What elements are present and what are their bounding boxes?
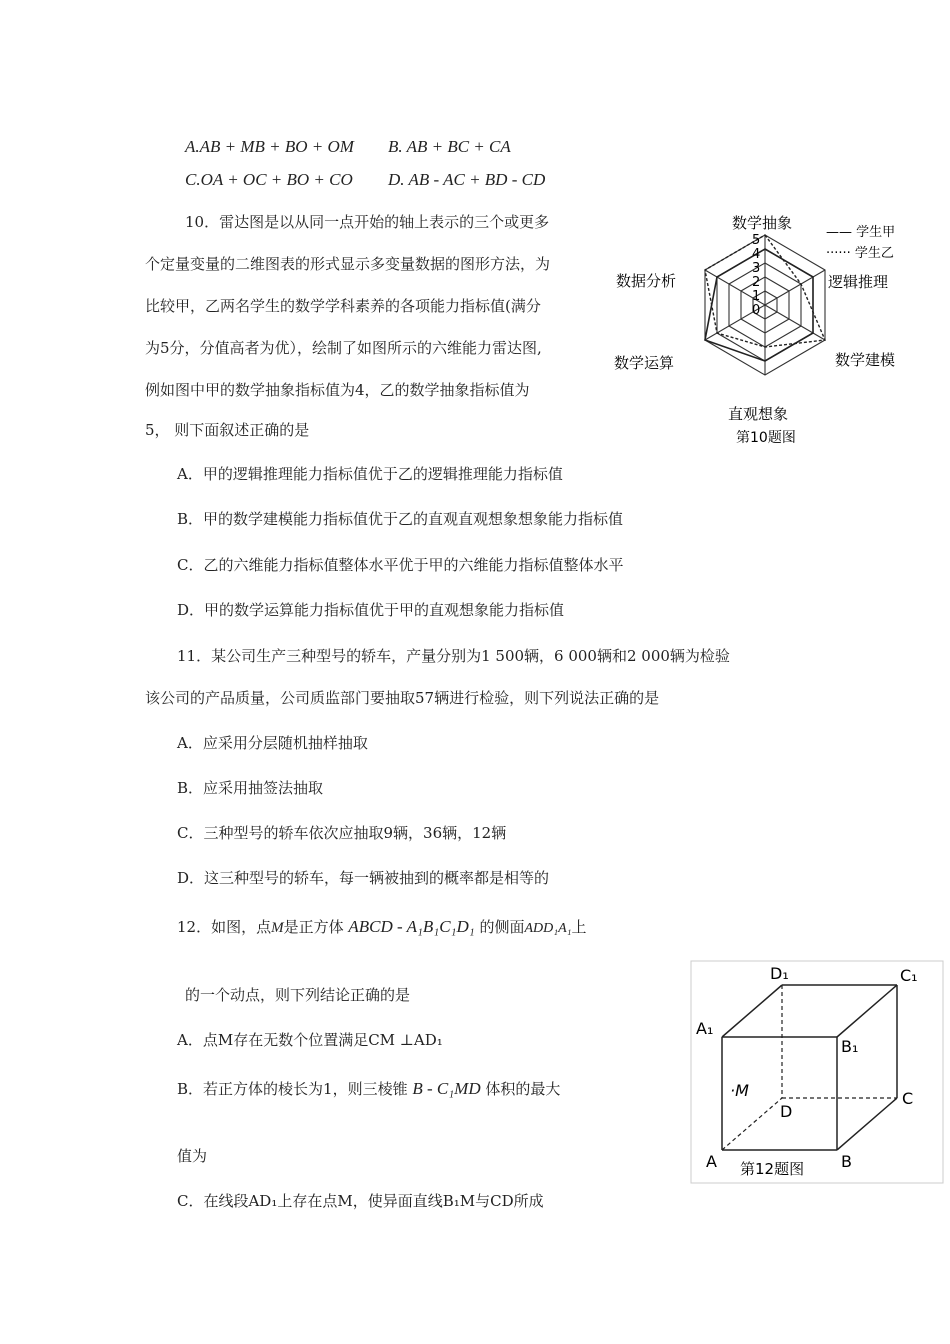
radar-caption: 第10题图 [736,430,796,446]
tick-3: 3 [752,261,761,276]
vertex-d1: D₁ [770,964,789,983]
vertex-b: B [841,1152,852,1171]
axis-label-luoji-tuili: 逻辑推理 [828,273,889,291]
q10-option-d: D．甲的数学运算能力指标值优于甲的直观想象能力指标值 [177,601,565,619]
tick-0: 0 [752,303,761,318]
q11-line-2: 该公司的产品质量，公司质监部门要抽取57辆进行检验，则下列说法正确的是 [145,689,660,707]
q12-face: ADD₁A₁ [524,921,572,936]
q10-option-a: A．甲的逻辑推理能力指标值优于乙的逻辑推理能力指标值 [177,465,563,483]
q12-option-c: C．在线段AD₁上存在点M，使异面直线B₁M与CD所成 [177,1192,544,1210]
vertex-a1: A₁ [696,1019,714,1038]
q10-option-b: B．甲的数学建模能力指标值优于乙的直观直观想象想象能力指标值 [177,510,624,528]
q10-line-4: 为5分，分值高者为优），绘制了如图所示的六维能力雷达图, [145,339,542,357]
vertex-a: A [706,1152,717,1171]
radar-grid [705,235,825,375]
q12-option-a: A．点M存在无数个位置满足CM ⊥AD₁ [177,1031,443,1049]
vertex-b1: B₁ [841,1037,859,1056]
q11-line-1: 11．某公司生产三种型号的轿车，产量分别为1 500辆，6 000辆和2 000辆为检验 [177,647,730,665]
q12-cube-name: ABCD - A₁B₁C₁D₁ [348,917,475,936]
tick-1: 1 [752,289,761,304]
axis-label-shuxue-jianmo: 数学建模 [835,351,896,369]
q12-option-b [177,1079,560,1099]
q9-option-d: D. AB - AC + BD - CD [388,170,546,189]
point-m: ·M [730,1081,749,1100]
q9-option-b: B. AB + BC + CA [388,137,511,156]
radar-figure [600,205,945,450]
q12-point-m: M [271,920,284,936]
axis-label-shuju-fenxi: 数据分析 [616,272,677,290]
vertex-c1: C₁ [900,966,918,985]
legend-yi: ······ 学生乙 [826,246,894,261]
cube-figure [690,960,945,1185]
q12-line-1 [177,917,587,939]
q12-line-1d: 上 [571,918,587,936]
q12-line-1c: 的侧面 [479,918,525,936]
q11-option-a: A．应采用分层随机抽样抽取 [177,734,368,752]
q12-line-1a: 12．如图，点 [177,918,272,936]
q11-option-c: C．三种型号的轿车依次应抽取9辆，36辆，12辆 [177,824,507,842]
tick-4: 4 [752,247,761,262]
q10-line-6: 5， 则下面叙述正确的是 [145,421,310,439]
vertex-c: C [902,1089,914,1108]
q11-option-b: B．应采用抽签法抽取 [177,779,324,797]
q9-option-a: A.AB + MB + BO + OM [185,137,354,156]
axis-label-shuxue-yunsuan: 数学运算 [614,354,675,372]
q10-option-c: C．乙的六维能力指标值整体水平优于甲的六维能力指标值整体水平 [177,556,624,574]
q12-line-2: 的一个动点，则下列结论正确的是 [185,986,411,1004]
q10-line-3: 比较甲，乙两名学生的数学学科素养的各项能力指标值(满分 [145,297,541,315]
q10-line-5: 例如图中甲的数学抽象指标值为4，乙的数学抽象指标值为 [145,381,530,399]
tick-2: 2 [752,275,761,290]
q10-line-2: 个定量变量的二维图表的形式显示多变量数据的图形方法，为 [145,255,551,273]
cube-caption: 第12题图 [740,1160,805,1178]
q11-option-d: D．这三种型号的轿车，每一辆被抽到的概率都是相等的 [177,869,550,887]
q12-option-b-expr: B - C₁MD [412,1079,481,1098]
q10-line-1: 10．雷达图是以从同一点开始的轴上表示的三个或更多 [185,213,550,231]
axis-label-shuxue-chouxiang: 数学抽象 [732,214,793,232]
axis-label-zhiguan-xiangxiang: 直观想象 [728,405,789,423]
tick-5: 5 [752,233,761,248]
q12-option-b-text-1: B．若正方体的棱长为1，则三棱锥 [177,1080,408,1098]
q12-option-b-text-2: 体积的最大 [485,1080,561,1098]
cube-hidden-edges [722,985,897,1150]
q9-option-c: C.OA + OC + BO + CO [185,170,353,189]
q12-option-b-text-3: 值为 [177,1147,208,1165]
legend-jia: —— 学生甲 [826,225,896,240]
cube-edges [722,985,897,1150]
vertex-d: D [780,1102,793,1121]
q12-line-1b: 是正方体 [283,918,344,936]
